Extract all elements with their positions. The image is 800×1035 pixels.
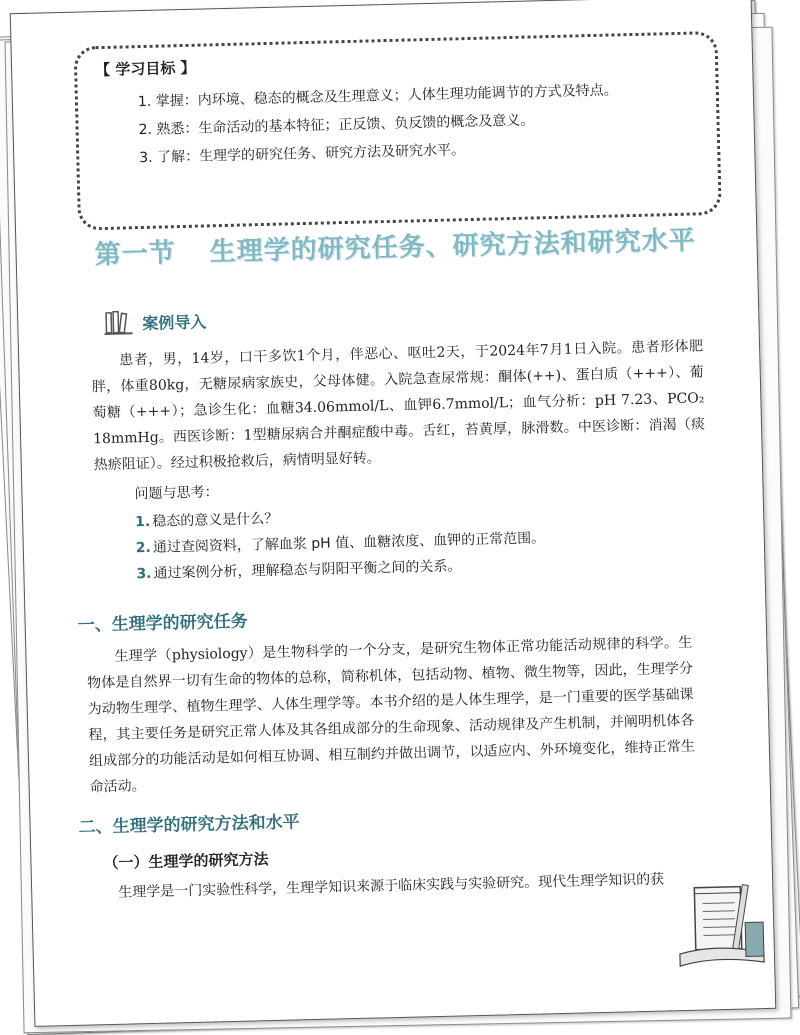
- books-icon: [104, 309, 135, 336]
- heading-research-methods: 二、生理学的研究方法和水平: [78, 812, 300, 838]
- heading-research-tasks: 一、生理学的研究任务: [77, 611, 248, 636]
- questions-list: [135, 499, 546, 587]
- learning-goals-list: [138, 76, 620, 172]
- question-item: 2. 通过查阅资料，了解血浆 pH 值、血糖浓度、血钾的正常范围。: [135, 530, 546, 557]
- learning-goals-box: [74, 31, 722, 231]
- paragraph-research-methods: 生理学是一门实验性科学，生理学知识来源于临床实践与实验研究。现代生理学知识的获: [118, 871, 665, 901]
- learning-goal-item: 1. 掌握：内环境、稳态的概念及生理意义；人体生理功能调节的方式及特点。: [137, 82, 618, 111]
- learning-goal-item: 3. 了解：生理学的研究任务、研究方法及研究水平。: [139, 142, 466, 167]
- case-intro-title: 案例导入: [142, 312, 207, 333]
- questions-heading: 问题与思考：: [134, 484, 219, 503]
- case-text: 患者，男，14岁，口干多饮1个月，伴恶心、呕吐2天，于2024年7月1日入院。患者形体肥胖，体重80kg，无糖尿病家族史，父母体健。入院急查尿常规：酮体(++)、蛋白质（+++）、葡萄糖（+++）；急诊生化：血糖34.06mmol/L、血钾6.7mmol/L；血气分析：pH 7.23、PCO₂ 18mmHg。西医诊断：1型糖尿病合并酮症酸中毒。舌红，苔黄厚，脉滑数。中医诊断：消渴（痰热瘀阻证）。经过积极抢救后，病情明显好转。: [91, 338, 706, 474]
- learning-goal-item: 2. 熟悉：生命活动的基本特征；正反馈、负反馈的概念及意义。: [138, 112, 535, 139]
- learning-goals-title: 【 学习目标 】: [94, 58, 196, 80]
- section-number: 第一节: [94, 238, 177, 271]
- question-item: 3. 通过案例分析，理解稳态与阴阳平衡之间的关系。: [136, 558, 462, 583]
- subheading-research-methods: （一）生理学的研究方法: [103, 850, 269, 873]
- textbook-page: [10, 0, 777, 1027]
- question-item: 1. 稳态的意义是什么？: [135, 510, 279, 531]
- case-description: [91, 333, 706, 478]
- paragraph-research-tasks: 生理学（physiology）是生物科学的一个分支，是研究生物体正常功能活动规律的科学。生物体是自然界一切有生命的物体的总称，简称机体，包括动物、植物、微生物等，因此，生理学分为动物生理学、植物生理学、人体生理学等。本书介绍的是人体生理学，是一门重要的医学基础课程，其主要任务是研究正常人体及其各组成部分的生命现象、活动规律及产生机制，并阐明机体各组成部分的功能活动是如何相互协调、相互制约并做出调节，以适应内、外环境变化，维持正常生命活动。: [86, 634, 696, 796]
- case-intro-header: [104, 306, 207, 338]
- notebook-decoration-icon: [674, 882, 768, 970]
- section-title-text: 生理学的研究任务、研究方法和研究水平: [209, 225, 696, 268]
